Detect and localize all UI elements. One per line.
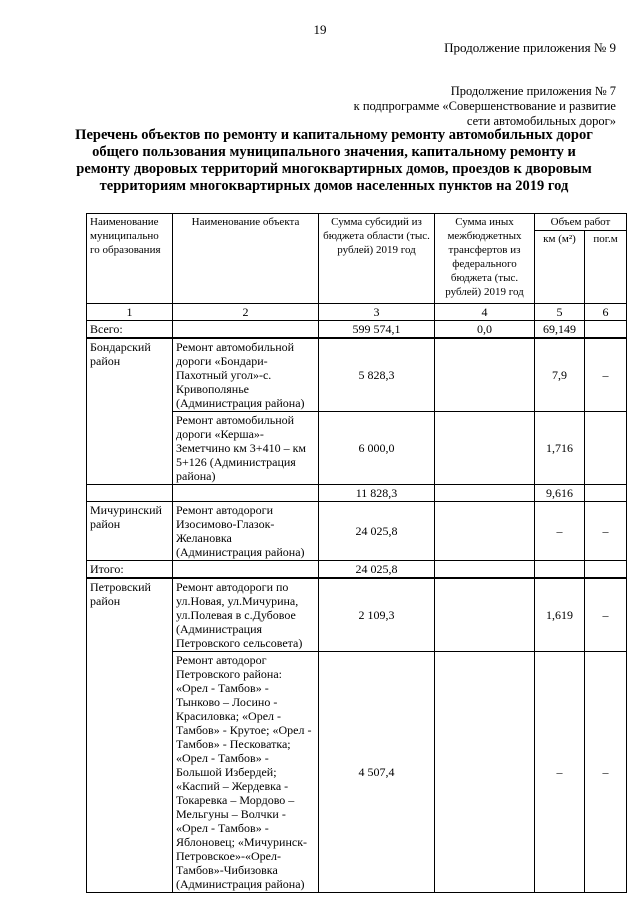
column-numbers-row (87, 304, 627, 321)
subtotal-row (87, 485, 627, 502)
appendix-7-line2: к подпрограмме «Совершенствование и развитие (353, 99, 616, 113)
km-value: – (535, 502, 585, 561)
col-number: 5 (535, 304, 585, 321)
transfers-value (435, 412, 535, 485)
subtotal-empty (435, 485, 535, 502)
total-subsidy: 599 574,1 (319, 321, 435, 339)
subsidy-value: 6 000,0 (319, 412, 435, 485)
appendix-7-note (296, 84, 616, 129)
district-michurinsky: Мичуринский район (87, 502, 173, 561)
header-subsidy: Сумма субсидий из бюджета области (тыс. рублей) 2019 год (319, 214, 435, 304)
km-value: 7,9 (535, 338, 585, 412)
header-object: Наименование объекта (173, 214, 319, 304)
itogo-empty (435, 561, 535, 579)
itogo-label: Итого: (87, 561, 173, 579)
table-row (87, 502, 627, 561)
table-row (87, 338, 627, 412)
total-pm (585, 321, 627, 339)
subtotal-empty (585, 485, 627, 502)
subtotal-km: 9,616 (535, 485, 585, 502)
header-linear-m: пог.м (585, 231, 627, 304)
subtotal-subsidy: 11 828,3 (319, 485, 435, 502)
col-number: 3 (319, 304, 435, 321)
total-transfers: 0,0 (435, 321, 535, 339)
itogo-empty (535, 561, 585, 579)
km-value: 1,619 (535, 578, 585, 652)
document-title: Перечень объектов по ремонту и капитальному ремонту автомобильных дорог общего пользования муниципального значения, капитальному ремонту и ремонту дворовых территорий многоквартирных домов, проездов к дворовым территориям многоквартирных домов населенных пунктов на 2019 год (75, 127, 593, 194)
total-label: Всего: (87, 321, 173, 339)
subsidy-value: 2 109,3 (319, 578, 435, 652)
col-number: 6 (585, 304, 627, 321)
page-number: 19 (313, 22, 327, 37)
object-name: Ремонт автодорог Петровского района: «Орел - Тамбов» - Тынково – Лосино - Красиловка; «Орел - Тамбов» - Крутое; «Орел - Тамбов» - Песковатка; «Орел - Тамбов» - Большой Избердей; «Каспий – Жердевка - Токаревка – Мордово – Мельгуны – Волчки - «Орел - Тамбов» - Яблоновец; «Мичуринск-Петровское»-«Орел-Тамбов»-Чибизовка (Администрация района) (173, 652, 319, 893)
subsidy-value: 24 025,8 (319, 502, 435, 561)
pm-value: – (585, 578, 627, 652)
appendix-7-line3: сети автомобильных дорог» (466, 114, 616, 128)
header-volume: Объем работ (535, 214, 627, 231)
table-row (87, 578, 627, 652)
col-number: 4 (435, 304, 535, 321)
pm-value: – (585, 502, 627, 561)
km-value: 1,716 (535, 412, 585, 485)
itogo-empty (585, 561, 627, 579)
transfers-value (435, 338, 535, 412)
subtotal-empty (87, 485, 173, 502)
appendix-7-line1: Продолжение приложения № 7 (450, 84, 616, 98)
total-empty (173, 321, 319, 339)
transfers-value (435, 652, 535, 893)
district-petrovsky: Петровский район (87, 578, 173, 893)
subsidy-value: 4 507,4 (319, 652, 435, 893)
pm-value: – (585, 338, 627, 412)
object-name: Ремонт автодороги Изосимово-Глазок-Желановка (Администрация района) (173, 502, 319, 561)
objects-table (86, 213, 627, 893)
transfers-value (435, 502, 535, 561)
header-row (87, 214, 627, 231)
appendix-9-note: Продолжение приложения № 9 (444, 40, 616, 55)
header-municipality: Наименование муниципально го образования (87, 214, 173, 304)
pm-value: – (585, 652, 627, 893)
district-bondarsky: Бондарский район (87, 338, 173, 485)
itogo-subsidy: 24 025,8 (319, 561, 435, 579)
object-name: Ремонт автомобильной дороги «Керша»-Земетчино км 3+410 – км 5+126 (Администрация района) (173, 412, 319, 485)
object-name: Ремонт автомобильной дороги «Бондари-Пахотный угол»-с. Кривополянье (Администрация района) (173, 338, 319, 412)
itogo-empty (173, 561, 319, 579)
object-name: Ремонт автодороги по ул.Новая, ул.Мичурина, ул.Полевая в с.Дубовое (Администрация Петровского сельсовета) (173, 578, 319, 652)
subsidy-value: 5 828,3 (319, 338, 435, 412)
col-number: 2 (173, 304, 319, 321)
grand-total-row (87, 321, 627, 339)
header-km: км (м²) (535, 231, 585, 304)
subtotal-empty (173, 485, 319, 502)
pm-value (585, 412, 627, 485)
total-km: 69,149 (535, 321, 585, 339)
header-transfers: Сумма иных межбюджетных трансфертов из федерального бюджета (тыс. рублей) 2019 год (435, 214, 535, 304)
transfers-value (435, 578, 535, 652)
itogo-row (87, 561, 627, 579)
km-value: – (535, 652, 585, 893)
col-number: 1 (87, 304, 173, 321)
